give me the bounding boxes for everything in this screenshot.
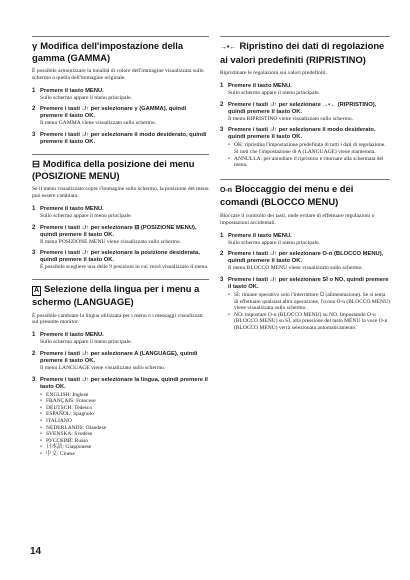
step-item: 1 Premere il tasto MENU. Sullo schermo appare il menu principale. xyxy=(32,87,132,101)
left-column xyxy=(32,36,209,464)
section-menu-position xyxy=(32,154,209,271)
list-item: • 中文: Cinese xyxy=(40,451,209,458)
section-title-gamma: γ Modifica dell'impostazione della gamma (GAMMA) xyxy=(32,40,184,63)
gamma-icon: γ xyxy=(32,40,38,51)
section-title-language: A Selezione della lingua per i menu a schermo (LANGUAGE) xyxy=(32,283,200,308)
step-item: 3 Premere i tasti ↓/↑ per selezionare la posizione desiderata, quindi premere il tasto OK. È possibile scegliere una delle 9 posizioni in cui verrà visualizzato il menu. xyxy=(32,250,209,271)
language-icon: A xyxy=(34,287,40,295)
section-reset xyxy=(220,36,390,169)
step-item: 1 Premere il tasto MENU. Sullo schermo appare il menu principale. xyxy=(32,205,132,219)
section-title-reset: →•← Ripristino dei dati di regolazione ai valori predefiniti (RIPRISTINO) xyxy=(220,40,385,65)
page-number: 14 xyxy=(30,546,42,557)
section-intro: Ripristinare le regolazioni sui valori predefiniti. xyxy=(220,70,327,77)
section-divider xyxy=(220,179,390,180)
option-list xyxy=(228,142,390,168)
section-gamma xyxy=(32,36,209,146)
right-column xyxy=(220,36,390,338)
step-item: 3 Premere i tasti ↓/↑ per selezionare SÌ o NO, quindi premere il tasto OK. • SÌ: rimane operativo solo l'interruttore ⏻ (alimentazione). Se si tenta di effettuare qualsiasi altra operazione, l'icona O‑n (BLOCCO MENU) viene visualizzata sullo schermo. • NO: impostare O‑n (BLOCCO MENU) su NO. Impostando O‑n (BLOCCO MENU) su SÌ, alla pressione del tasto MENU la voce O‑n (BLOCCO MENU) verrà selezionata automaticamente. xyxy=(220,277,390,332)
section-divider xyxy=(32,279,209,280)
step-item: 2 Premere i tasti ↓/↑ per selezionare A (LANGUAGE), quindi premere il tasto OK. Il menu LANGUAGE viene visualizzato sullo schermo. xyxy=(32,350,198,371)
step-item: 2 Premere i tasti ↓/↑ per selezionare O‑n (BLOCCO MENU), quindi premere il tasto OK. Il menu BLOCCO MENU viene visualizzato sullo schermo. xyxy=(220,251,384,272)
section-intro: Bloccare il controllo dei tasti, onde evitare di effettuare regolazioni o impostazioni accidentali. xyxy=(220,212,375,226)
step-item: 2 Premere i tasti ↓/↑ per selezionare ⊟ (POSIZIONE MENU), quindi premere il tasto OK. Il menu POSIZIONE MENU viene visualizzato sullo schermo. xyxy=(32,224,197,245)
list-item: • ESPAÑOL: Spagnolo xyxy=(40,411,209,418)
reset-icon: →•← xyxy=(220,44,237,51)
step-item: 2 Premere i tasti ↓/↑ per selezionare γ (GAMMA), quindi premere il tasto OK. Il menu GAMMA viene visualizzato sullo schermo. xyxy=(32,106,187,127)
list-item: • NO: impostare O‑n (BLOCCO MENU) su NO. Impostando O‑n (BLOCCO MENU) su SÌ, alla pressione del tasto MENU la voce O‑n (BLOCCO MENU) verrà selezionata automaticamente. xyxy=(228,312,390,332)
list-item: • NEDERLANDS: Olandese xyxy=(40,425,209,432)
list-item: • FRANÇAIS: Francese xyxy=(40,398,209,405)
list-item: • 日本語: Giapponese xyxy=(40,444,209,451)
list-item: • РУССКИЙ: Russo xyxy=(40,438,209,445)
step-item: 1 Premere il tasto MENU. Sullo schermo appare il menu principale. xyxy=(220,82,320,96)
section-intro: È possibile armonizzare la tonalità di colore dell'immagine visualizzata sullo schermo a quella dell'immagine originale. xyxy=(32,68,204,81)
section-menu-lock xyxy=(220,179,390,332)
list-item: • DEUTSCH: Tedesco xyxy=(40,405,209,412)
step-item: 3 Premere i tasti ↓/↑ per selezionare il modo desiderato, quindi premere il tasto OK. • OK: ripristina l'impostazione predefinita di tutti i dati di regolazione. Si noti che l'impostazione di A (LANGUAGE) viene mantenuta. • ANNULLA: per annullare il ripristino e ritornare alla schermata del menu. xyxy=(220,127,390,168)
list-item: • SVENSKA: Svedese xyxy=(40,431,209,438)
option-list xyxy=(228,292,390,332)
list-item: • ANNULLA: per annullare il ripristino e ritornare alla schermata del menu. xyxy=(228,156,390,169)
section-divider xyxy=(220,36,390,37)
section-divider xyxy=(32,154,209,155)
list-item: • OK: ripristina l'impostazione predefinita di tutti i dati di regolazione. Si noti che l'impostazione di A (LANGUAGE) viene mantenuta. xyxy=(228,142,390,155)
section-divider xyxy=(32,36,209,37)
list-item: • SÌ: rimane operativo solo l'interruttore ⏻ (alimentazione). Se si tenta di effettuare qualsiasi altra operazione, l'icona O‑n (BLOCCO MENU) viene visualizzata sullo schermo. xyxy=(228,292,390,312)
lock-key-icon: O‑n xyxy=(220,186,233,194)
step-item: 1 Premere il tasto MENU. Sullo schermo appare il menu principale. xyxy=(220,232,320,246)
section-intro: Se il menu visualizzato copre l'immagine sullo schermo, la posizione del menu può essere cambiata. xyxy=(32,186,209,200)
step-item: 2 Premere i tasti ↓/↑ per selezionare →•← (RIPRISTINO), quindi premere il tasto OK. Il menu RIPRISTINO viene visualizzato sullo schermo. xyxy=(220,101,377,122)
list-item: • ENGLISH: Inglese xyxy=(40,392,209,399)
section-intro: È possibile cambiare la lingua utilizzata per i menu o i messaggi visualizzati sul presente monitor. xyxy=(32,312,203,326)
menu-position-icon: ⊟ xyxy=(32,158,40,170)
step-item: 1 Premere il tasto MENU. Sullo schermo appare il menu principale. xyxy=(32,332,132,346)
section-language xyxy=(32,279,209,458)
step-item: 3 Premere i tasti ↓/↑ per selezionare il modo desiderato, quindi premere il tasto OK. xyxy=(32,132,207,146)
section-title-menu-lock: O‑n Bloccaggio dei menu e dei comandi (BLOCCO MENU) xyxy=(220,182,354,208)
language-list xyxy=(40,392,209,458)
section-title-menu-position: ⊟ Modifica della posizione dei menu (POSIZIONE MENU) xyxy=(32,158,195,181)
step-item: 3 Premere i tasti ↓/↑ per selezionare la lingua, quindi premere il tasto OK. • ENGLISH: Inglese • FRANÇAIS: Francese • DEUTSCH: Tedesco • ESPAÑOL: Spagnolo • ITALIANO • NEDERLANDS: Olandese • SVENSKA: Svedese • РУССКИЙ: Russo • 日本語: Giapponese • 中文: Cinese xyxy=(32,377,209,458)
list-item: • ITALIANO xyxy=(40,418,209,425)
